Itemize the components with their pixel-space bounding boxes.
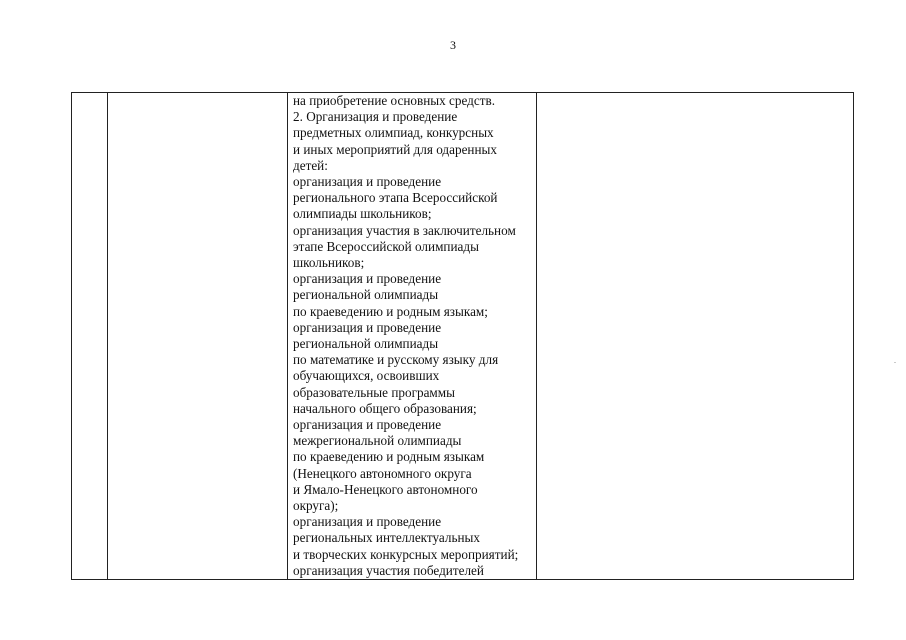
text-line: школьников;: [293, 255, 365, 271]
table-cell-name: [108, 93, 288, 580]
text-line: организация и проведение: [293, 514, 442, 530]
text-line: образовательные программы: [293, 384, 455, 400]
text-line: 2. Организация и проведение: [293, 109, 458, 125]
text-line: детей:: [293, 157, 328, 173]
text-line: обучающихся, освоивших: [293, 368, 440, 384]
text-line: по математике и русскому языку для: [293, 352, 499, 368]
text-line: (Ненецкого автономного округа: [293, 465, 472, 481]
text-line: организация и проведение: [293, 417, 442, 433]
text-line: региональной олимпиады: [293, 336, 439, 352]
text-line: и Ямало-Ненецкого автономного: [293, 481, 478, 497]
cell-text-block: [288, 93, 536, 579]
text-line: организация участия победителей: [293, 562, 484, 578]
text-line: олимпиады школьников;: [293, 206, 432, 222]
text-line: региональных интеллектуальных: [293, 530, 481, 546]
text-line: и творческих конкурсных мероприятий;: [293, 546, 519, 562]
text-line: по краеведению и родным языкам;: [293, 303, 488, 319]
text-line: организация участия в заключительном: [293, 222, 516, 238]
text-line: на приобретение основных средств.: [293, 93, 495, 108]
text-line: межрегиональной олимпиады: [293, 433, 462, 449]
text-line: организация и проведение: [293, 319, 442, 335]
text-line: региональной олимпиады: [293, 287, 439, 303]
text-line: и иных мероприятий для одаренных: [293, 141, 498, 157]
text-line: этапе Всероссийской олимпиады: [293, 238, 479, 254]
table-row: [72, 93, 854, 580]
margin-mark: .: [894, 356, 896, 365]
table-cell-number: [72, 93, 108, 580]
table-cell-notes: [537, 93, 854, 580]
document-table: [71, 92, 854, 580]
text-line: регионального этапа Всероссийской: [293, 190, 498, 206]
text-line: округа);: [293, 498, 339, 514]
table-cell-description: [288, 93, 537, 580]
page-number: 3: [450, 38, 456, 52]
text-line: организация и проведение: [293, 271, 442, 287]
text-line: по краеведению и родным языкам: [293, 449, 485, 465]
text-line: начального общего образования;: [293, 400, 477, 416]
text-line: предметных олимпиад, конкурсных: [293, 125, 494, 141]
text-line: организация и проведение: [293, 174, 442, 190]
